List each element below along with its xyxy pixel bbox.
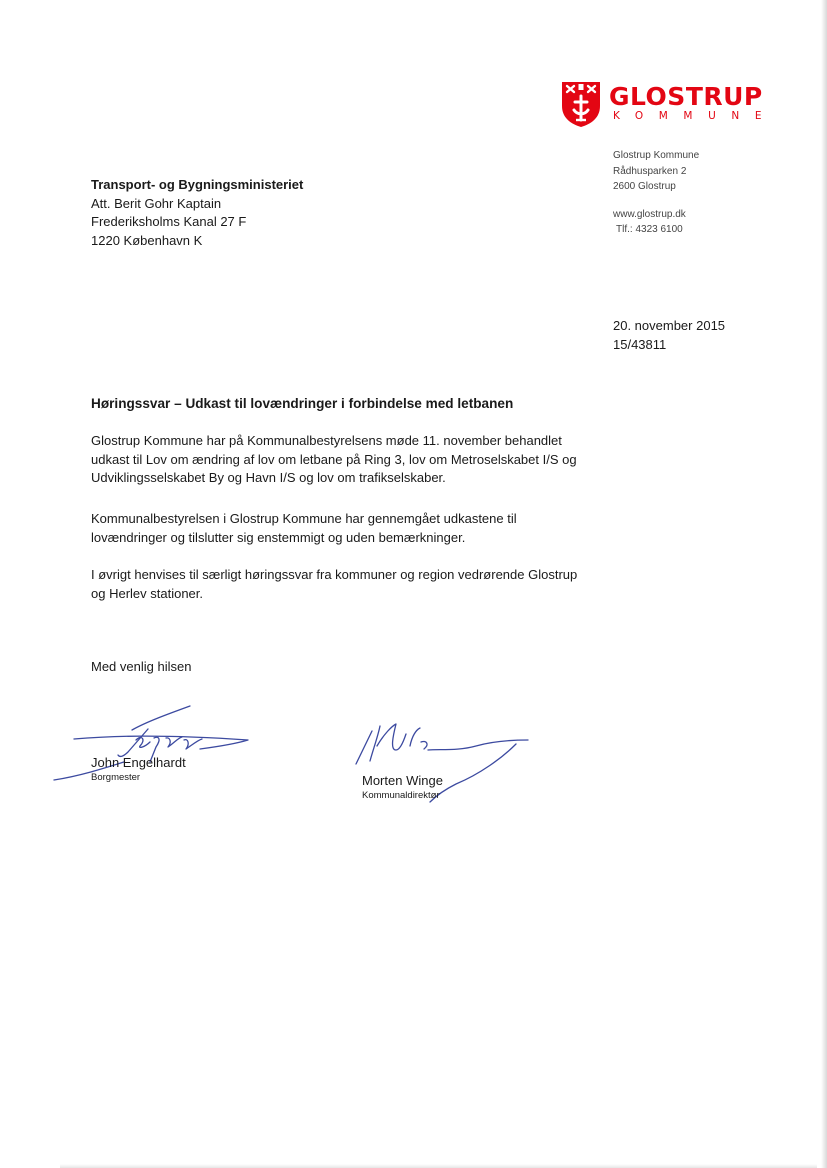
body-paragraph-1 bbox=[91, 432, 631, 488]
body-paragraph-3 bbox=[91, 566, 631, 603]
letter-date: 20. november 2015 bbox=[613, 318, 726, 333]
page-edge-shadow bbox=[821, 0, 827, 1168]
paragraph-line: Kommunalbestyrelsen i Glostrup Kommune har gennemgået udkastene til bbox=[91, 511, 517, 526]
body-paragraph-2 bbox=[91, 510, 631, 547]
paragraph-line: I øvrigt henvises til særligt høringssvar fra kommuner og region vedrørende Glostrup bbox=[91, 567, 578, 582]
paragraph-line: Udviklingsselskabet By og Havn I/S og lov om trafikselskaber. bbox=[91, 470, 446, 485]
recipient-org: Transport- og Bygningsministeriet bbox=[91, 177, 304, 192]
signatory-title: Kommunaldirektør bbox=[362, 790, 440, 801]
sender-line: Glostrup Kommune bbox=[613, 150, 700, 161]
paragraph-line: og Herlev stationer. bbox=[91, 585, 204, 601]
recipient-address bbox=[91, 176, 303, 250]
closing-phrase: Med venlig hilsen bbox=[91, 659, 192, 674]
sender-address bbox=[613, 148, 699, 238]
coat-of-arms-icon bbox=[560, 80, 602, 128]
page-bottom-shadow bbox=[60, 1164, 817, 1168]
date-block bbox=[613, 317, 725, 354]
paragraph-line: lovændringer og tilslutter sig enstemmigt og uden bemærkninger. bbox=[91, 529, 466, 545]
letter-subject: Høringssvar – Udkast til lovændringer i forbindelse med letbanen bbox=[91, 396, 514, 411]
paragraph-line: Glostrup Kommune har på Kommunalbestyrelsens møde 11. november behandlet bbox=[91, 433, 562, 448]
signatory-name: John Engelhardt bbox=[91, 755, 186, 770]
sender-line: 2600 Glostrup bbox=[613, 181, 676, 192]
recipient-city: 1220 København K bbox=[91, 232, 203, 248]
paragraph-line: udkast til Lov om ændring af lov om letbane på Ring 3, lov om Metroselskabet I/S og bbox=[91, 451, 577, 467]
signatory-1 bbox=[91, 754, 186, 784]
signatory-name: Morten Winge bbox=[362, 773, 443, 788]
glostrup-logo bbox=[560, 80, 778, 130]
logo-subtitle: KOMMUNE bbox=[613, 110, 778, 122]
signatory-2 bbox=[362, 772, 443, 802]
sender-website: www.glostrup.dk bbox=[613, 208, 686, 220]
recipient-att: Att. Berit Gohr Kaptain bbox=[91, 195, 222, 211]
signatory-title: Borgmester bbox=[91, 772, 141, 783]
logo-wordmark: GLOSTRUP bbox=[609, 82, 763, 111]
recipient-street: Frederiksholms Kanal 27 F bbox=[91, 214, 247, 229]
sender-line: Rådhusparken 2 bbox=[613, 165, 687, 177]
sender-phone: Tlf.: 4323 6100 bbox=[616, 224, 683, 235]
letter-reference: 15/43811 bbox=[613, 336, 667, 352]
